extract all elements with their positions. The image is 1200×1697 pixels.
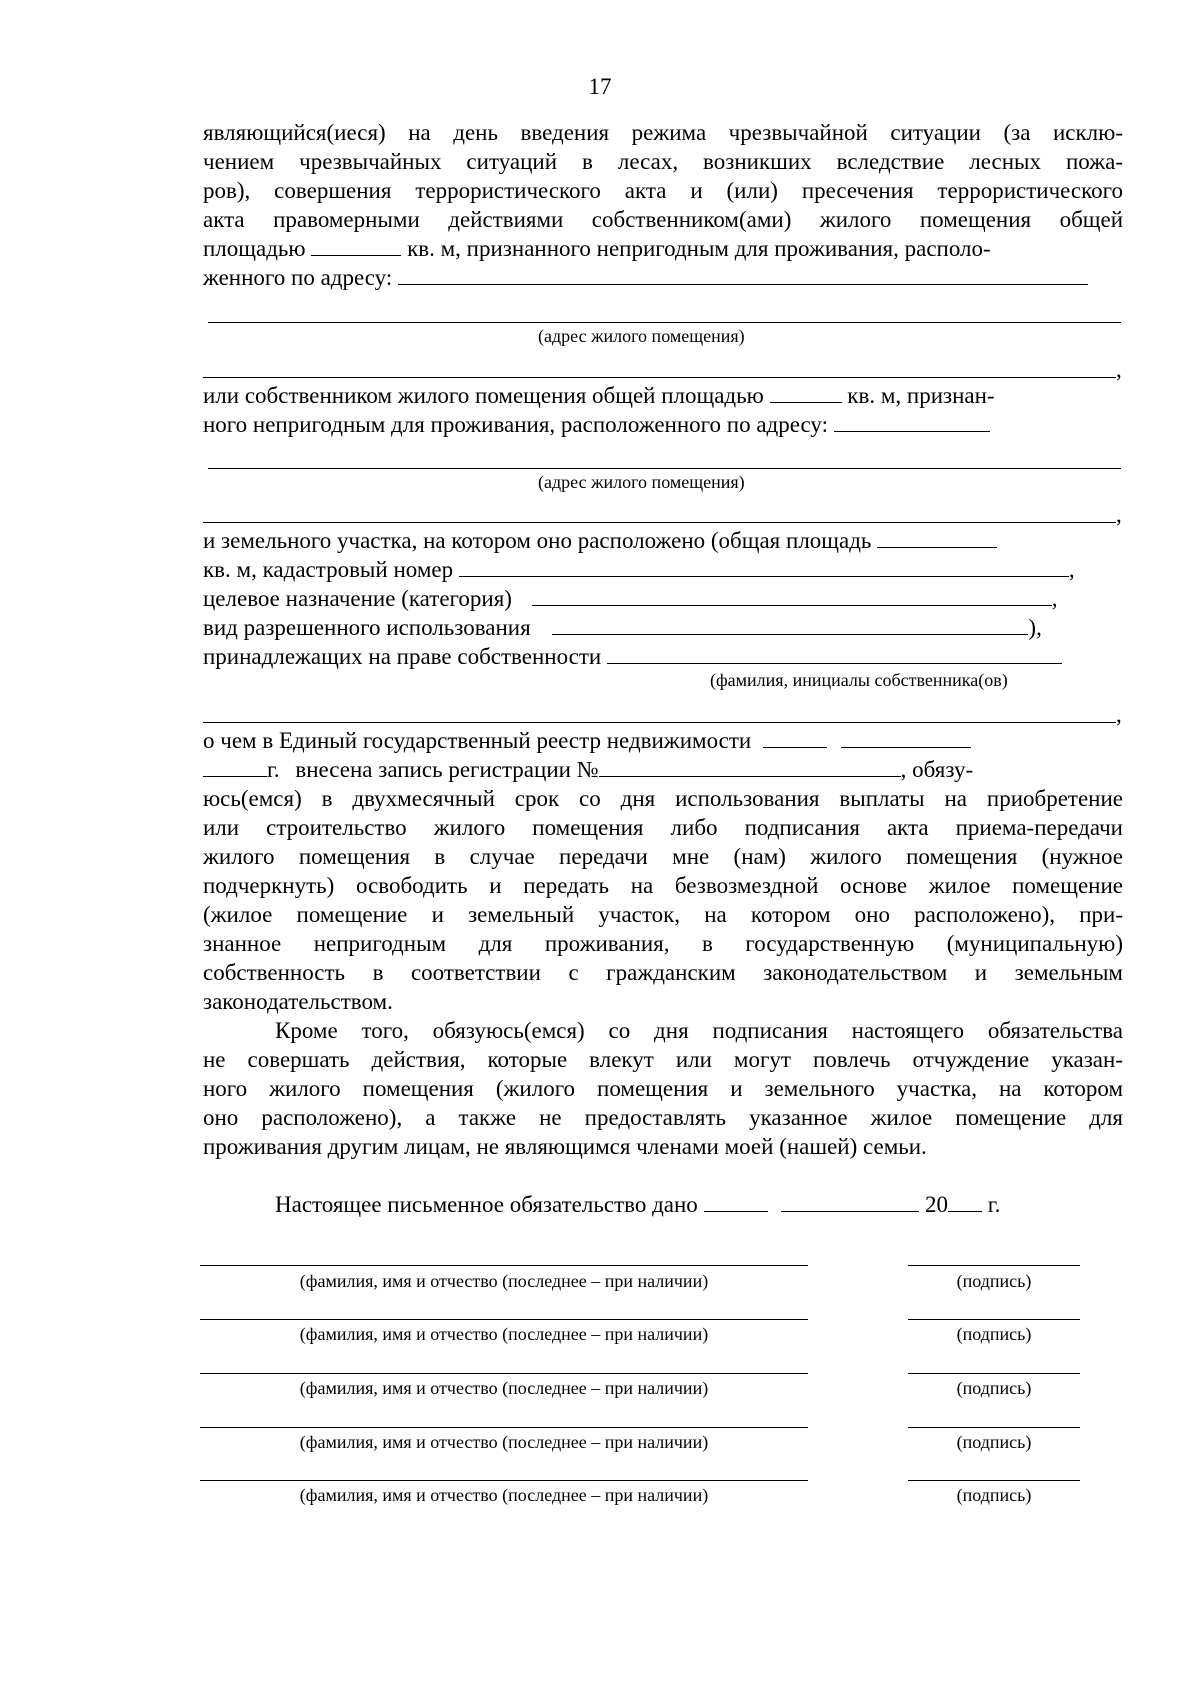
ownership-line bbox=[203, 642, 1123, 671]
sig-name-caption-5: (фамилия, имя и отчество (последнее – при наличии) bbox=[299, 1485, 709, 1505]
para2-line-7: собственность в соответствии с гражданским законодательством и земельным bbox=[203, 960, 1123, 985]
sig-sign-rule-4 bbox=[908, 1427, 1080, 1428]
land-line bbox=[203, 526, 1123, 555]
address-rule-4 bbox=[203, 522, 1116, 523]
para2-line-2: или строительство жилого помещения либо подписания акта приема-передачи bbox=[203, 815, 1123, 840]
given-year-suffix: г. bbox=[987, 1192, 1001, 1217]
or-owner-label-2: ного непригодным для проживания, расположенного по адресу: bbox=[203, 412, 829, 437]
ownership-label: принадлежащих на праве собственности bbox=[203, 644, 602, 669]
para2-line-6: знанное непригодным для проживания, в государственную (муниципальную) bbox=[203, 931, 1123, 956]
sig-name-caption-3: (фамилия, имя и отчество (последнее – при наличии) bbox=[299, 1378, 709, 1398]
area-label: площадью bbox=[203, 236, 306, 261]
sig-name-caption-2: (фамилия, имя и отчество (последнее – при наличии) bbox=[299, 1324, 709, 1344]
registry-line bbox=[203, 726, 1123, 755]
given-day-blank bbox=[704, 1193, 768, 1212]
or-owner-address-blank bbox=[834, 413, 990, 432]
cadastral-comma: , bbox=[1068, 557, 1075, 582]
cadastral-line bbox=[203, 555, 1123, 584]
address-comma: , bbox=[1116, 357, 1122, 382]
para2-line-1: юсь(емся) в двухмесячный срок со дня использования выплаты на приобретение bbox=[203, 786, 1123, 811]
record-year: г. bbox=[267, 757, 280, 782]
registry-day-blank bbox=[763, 729, 827, 748]
cadastral-label: кв. м, кадастровый номер bbox=[203, 557, 454, 582]
sig-sign-rule-3 bbox=[908, 1373, 1080, 1374]
usage-close: ), bbox=[1028, 615, 1042, 640]
purpose-comma: , bbox=[1051, 586, 1058, 611]
or-owner-area-blank bbox=[770, 384, 842, 403]
record-line bbox=[203, 755, 1123, 784]
or-owner-line bbox=[203, 381, 1123, 410]
para2-line-3: жилого помещения в случае передачи мне (нам) жилого помещения (нужное bbox=[203, 844, 1123, 869]
sig-name-caption-1: (фамилия, имя и отчество (последнее – при наличии) bbox=[299, 1271, 709, 1291]
given-month-blank bbox=[781, 1193, 919, 1212]
usage-label: вид разрешенного использования bbox=[203, 615, 531, 640]
para1-line-4: акта правомерными действиями собственником(ами) жилого помещения общей bbox=[203, 207, 1123, 232]
sig-name-rule-5 bbox=[200, 1480, 808, 1481]
given-line bbox=[275, 1190, 1135, 1219]
given-label: Настоящее письменное обязательство дано bbox=[275, 1192, 698, 1217]
page-number: 17 bbox=[588, 74, 612, 99]
address-label: женного по адресу: bbox=[203, 265, 393, 290]
registry-label: о чем в Единый государственный реестр недвижимости bbox=[203, 728, 752, 753]
para3-line-3: ного жилого помещения (жилого помещения и земельного участка, на котором bbox=[203, 1076, 1123, 1101]
or-owner-line-2 bbox=[203, 410, 1123, 439]
address-blank bbox=[398, 266, 1088, 285]
cadastral-blank bbox=[459, 558, 1069, 577]
owners-rule bbox=[203, 722, 1116, 723]
sig-sign-caption-5: (подпись) bbox=[956, 1485, 1032, 1505]
sig-sign-rule-1 bbox=[908, 1265, 1080, 1266]
usage-blank bbox=[552, 616, 1028, 635]
purpose-label: целевое назначение (категория) bbox=[203, 586, 512, 611]
record-suffix: , обязу- bbox=[900, 757, 974, 782]
address-comma-2: , bbox=[1116, 502, 1122, 527]
sig-sign-caption-3: (подпись) bbox=[956, 1378, 1032, 1398]
sig-sign-caption-1: (подпись) bbox=[956, 1271, 1032, 1291]
given-year-prefix: 20 bbox=[925, 1192, 949, 1217]
or-owner-label: или собственником жилого помещения общей площадью bbox=[203, 383, 764, 408]
ownership-blank bbox=[607, 645, 1062, 664]
para1-line-2: чением чрезвычайных ситуаций в лесах, возникших вследствие лесных пожа- bbox=[203, 149, 1123, 174]
address-caption-2: (адрес жилого помещения) bbox=[538, 472, 745, 492]
area-suffix: кв. м, признанного непригодным для проживания, располо- bbox=[407, 236, 991, 261]
para1-line-1: являющийся(иеся) на день введения режима чрезвычайной ситуации (за исклю- bbox=[203, 120, 1123, 145]
record-number-blank bbox=[599, 758, 901, 777]
land-label: и земельного участка, на котором оно расположено (общая площадь bbox=[203, 528, 872, 553]
address-rule-2 bbox=[203, 377, 1116, 378]
record-year-blank bbox=[203, 758, 267, 777]
sig-name-rule-1 bbox=[200, 1265, 808, 1266]
area-blank bbox=[311, 237, 401, 256]
sig-name-rule-4 bbox=[200, 1427, 808, 1428]
area-line bbox=[203, 234, 1123, 263]
registry-month-blank bbox=[841, 729, 971, 748]
para2-line-4: подчеркнуть) освободить и передать на безвозмездной основе жилое помещение bbox=[203, 873, 1123, 898]
sig-sign-rule-2 bbox=[908, 1319, 1080, 1320]
land-area-blank bbox=[877, 529, 997, 548]
para3-line-1: Кроме того, обязуюсь(емся) со дня подписания настоящего обязательства bbox=[275, 1018, 1123, 1043]
address-caption: (адрес жилого помещения) bbox=[538, 326, 745, 346]
sig-sign-caption-4: (подпись) bbox=[956, 1432, 1032, 1452]
address-line bbox=[203, 263, 1123, 292]
address-rule bbox=[208, 322, 1121, 323]
para3-line-4: оно расположено), а также не предоставлять указанное жилое помещение для bbox=[203, 1105, 1123, 1130]
sig-sign-rule-5 bbox=[908, 1480, 1080, 1481]
para3-line-5: проживания другим лицам, не являющимся членами моей (нашей) семьи. bbox=[203, 1134, 927, 1159]
purpose-line bbox=[203, 584, 1123, 613]
owners-comma: , bbox=[1116, 702, 1122, 727]
purpose-blank bbox=[532, 587, 1052, 606]
sig-name-caption-4: (фамилия, имя и отчество (последнее – при наличии) bbox=[299, 1432, 709, 1452]
para3-line-2: не совершать действия, которые влекут или могут повлечь отчуждение указан- bbox=[203, 1047, 1123, 1072]
sig-sign-caption-2: (подпись) bbox=[956, 1324, 1032, 1344]
para2-line-5: (жилое помещение и земельный участок, на котором оно расположено), при- bbox=[203, 902, 1123, 927]
address-rule-3 bbox=[208, 468, 1121, 469]
sig-name-rule-2 bbox=[200, 1319, 808, 1320]
or-owner-suffix: кв. м, признан- bbox=[847, 383, 995, 408]
owners-caption: (фамилия, инициалы собственника(ов) bbox=[710, 670, 1008, 690]
usage-line bbox=[203, 613, 1123, 642]
para2-line-8: законодательством. bbox=[203, 989, 393, 1014]
record-label: внесена запись регистрации № bbox=[295, 757, 599, 782]
sig-name-rule-3 bbox=[200, 1373, 808, 1374]
para1-line-3: ров), совершения террористического акта и (или) пресечения террористического bbox=[203, 178, 1123, 203]
given-year-blank bbox=[948, 1193, 982, 1212]
